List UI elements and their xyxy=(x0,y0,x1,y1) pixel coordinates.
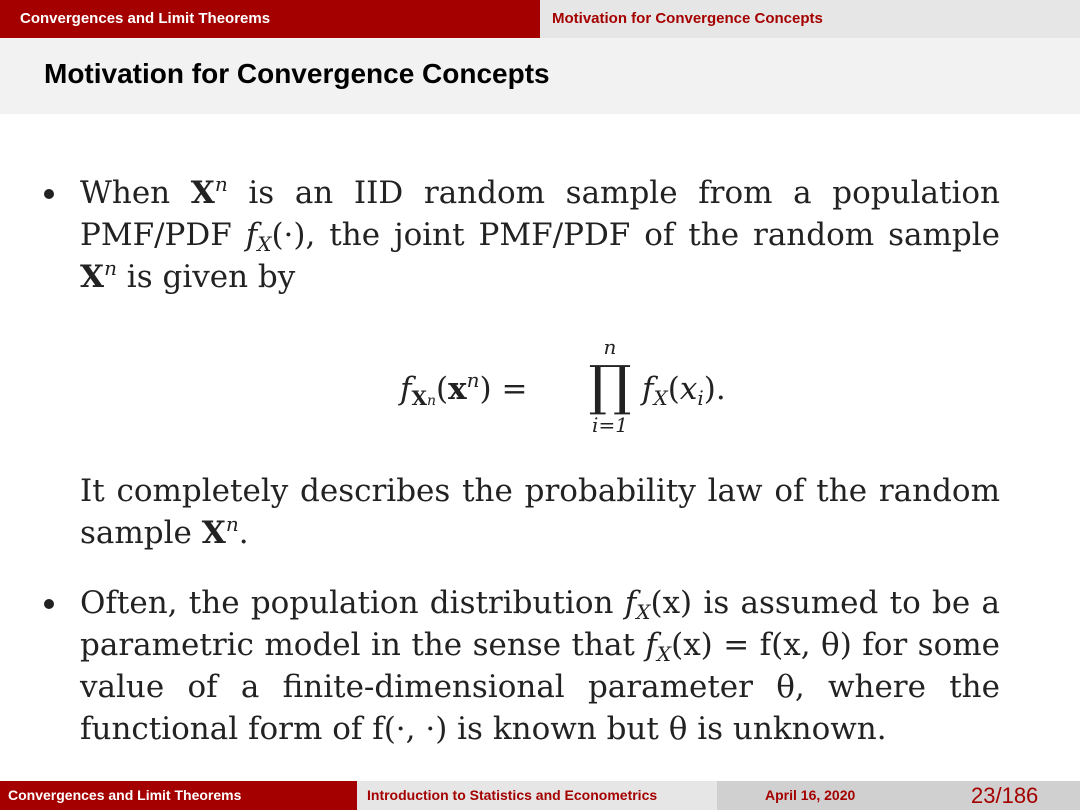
footer-date: April 16, 2020 xyxy=(717,781,967,810)
bullet-continuation: It completely describes the probability law of the random sample $X^n$. xyxy=(80,473,1000,551)
header-subsection[interactable]: Motivation for Convergence Concepts xyxy=(540,0,1080,38)
title-bar xyxy=(0,38,1080,114)
header-bar xyxy=(0,0,1080,38)
joint-pdf-equation xyxy=(80,330,1000,450)
slide-content xyxy=(42,172,1000,750)
footer-course[interactable]: Introduction to Statistics and Econometrics xyxy=(357,781,717,810)
bullet-item-2 xyxy=(42,582,1000,750)
bullet-dot-icon xyxy=(44,599,54,609)
product-operator: n ∏ i=1 xyxy=(588,335,632,437)
footer-bar xyxy=(0,781,1080,810)
header-section[interactable]: Convergences and Limit Theorems xyxy=(0,0,540,38)
bullet-dot-icon xyxy=(44,189,54,199)
slide-title: Motivation for Convergence Concepts xyxy=(44,58,550,89)
equation-lhs: $f_{Xn}(x^n)$ = xyxy=(400,368,528,410)
bullet-text-2: Often, the population distribution $f_X(x)$ is assumed to be a parametric model in the sense that $f_X(x) = f(x$, θ) for some value of a finite-dimensional parameter θ, where the functional form of f(·, ·) is known but θ is unknown. xyxy=(80,585,1000,747)
equation-rhs: $f_X(x_i)$. xyxy=(642,371,726,410)
footer-page-number: 23/186 xyxy=(967,781,1080,810)
bullet-item-1 xyxy=(42,172,1000,554)
bullet-text-1: When $X^n$ is an IID random sample from a population PMF/PDF $f_X(\cdot)$, the joint PMF/PDF of the random sample $X^n$ is given by xyxy=(80,172,1000,295)
footer-section[interactable]: Convergences and Limit Theorems xyxy=(0,781,357,810)
